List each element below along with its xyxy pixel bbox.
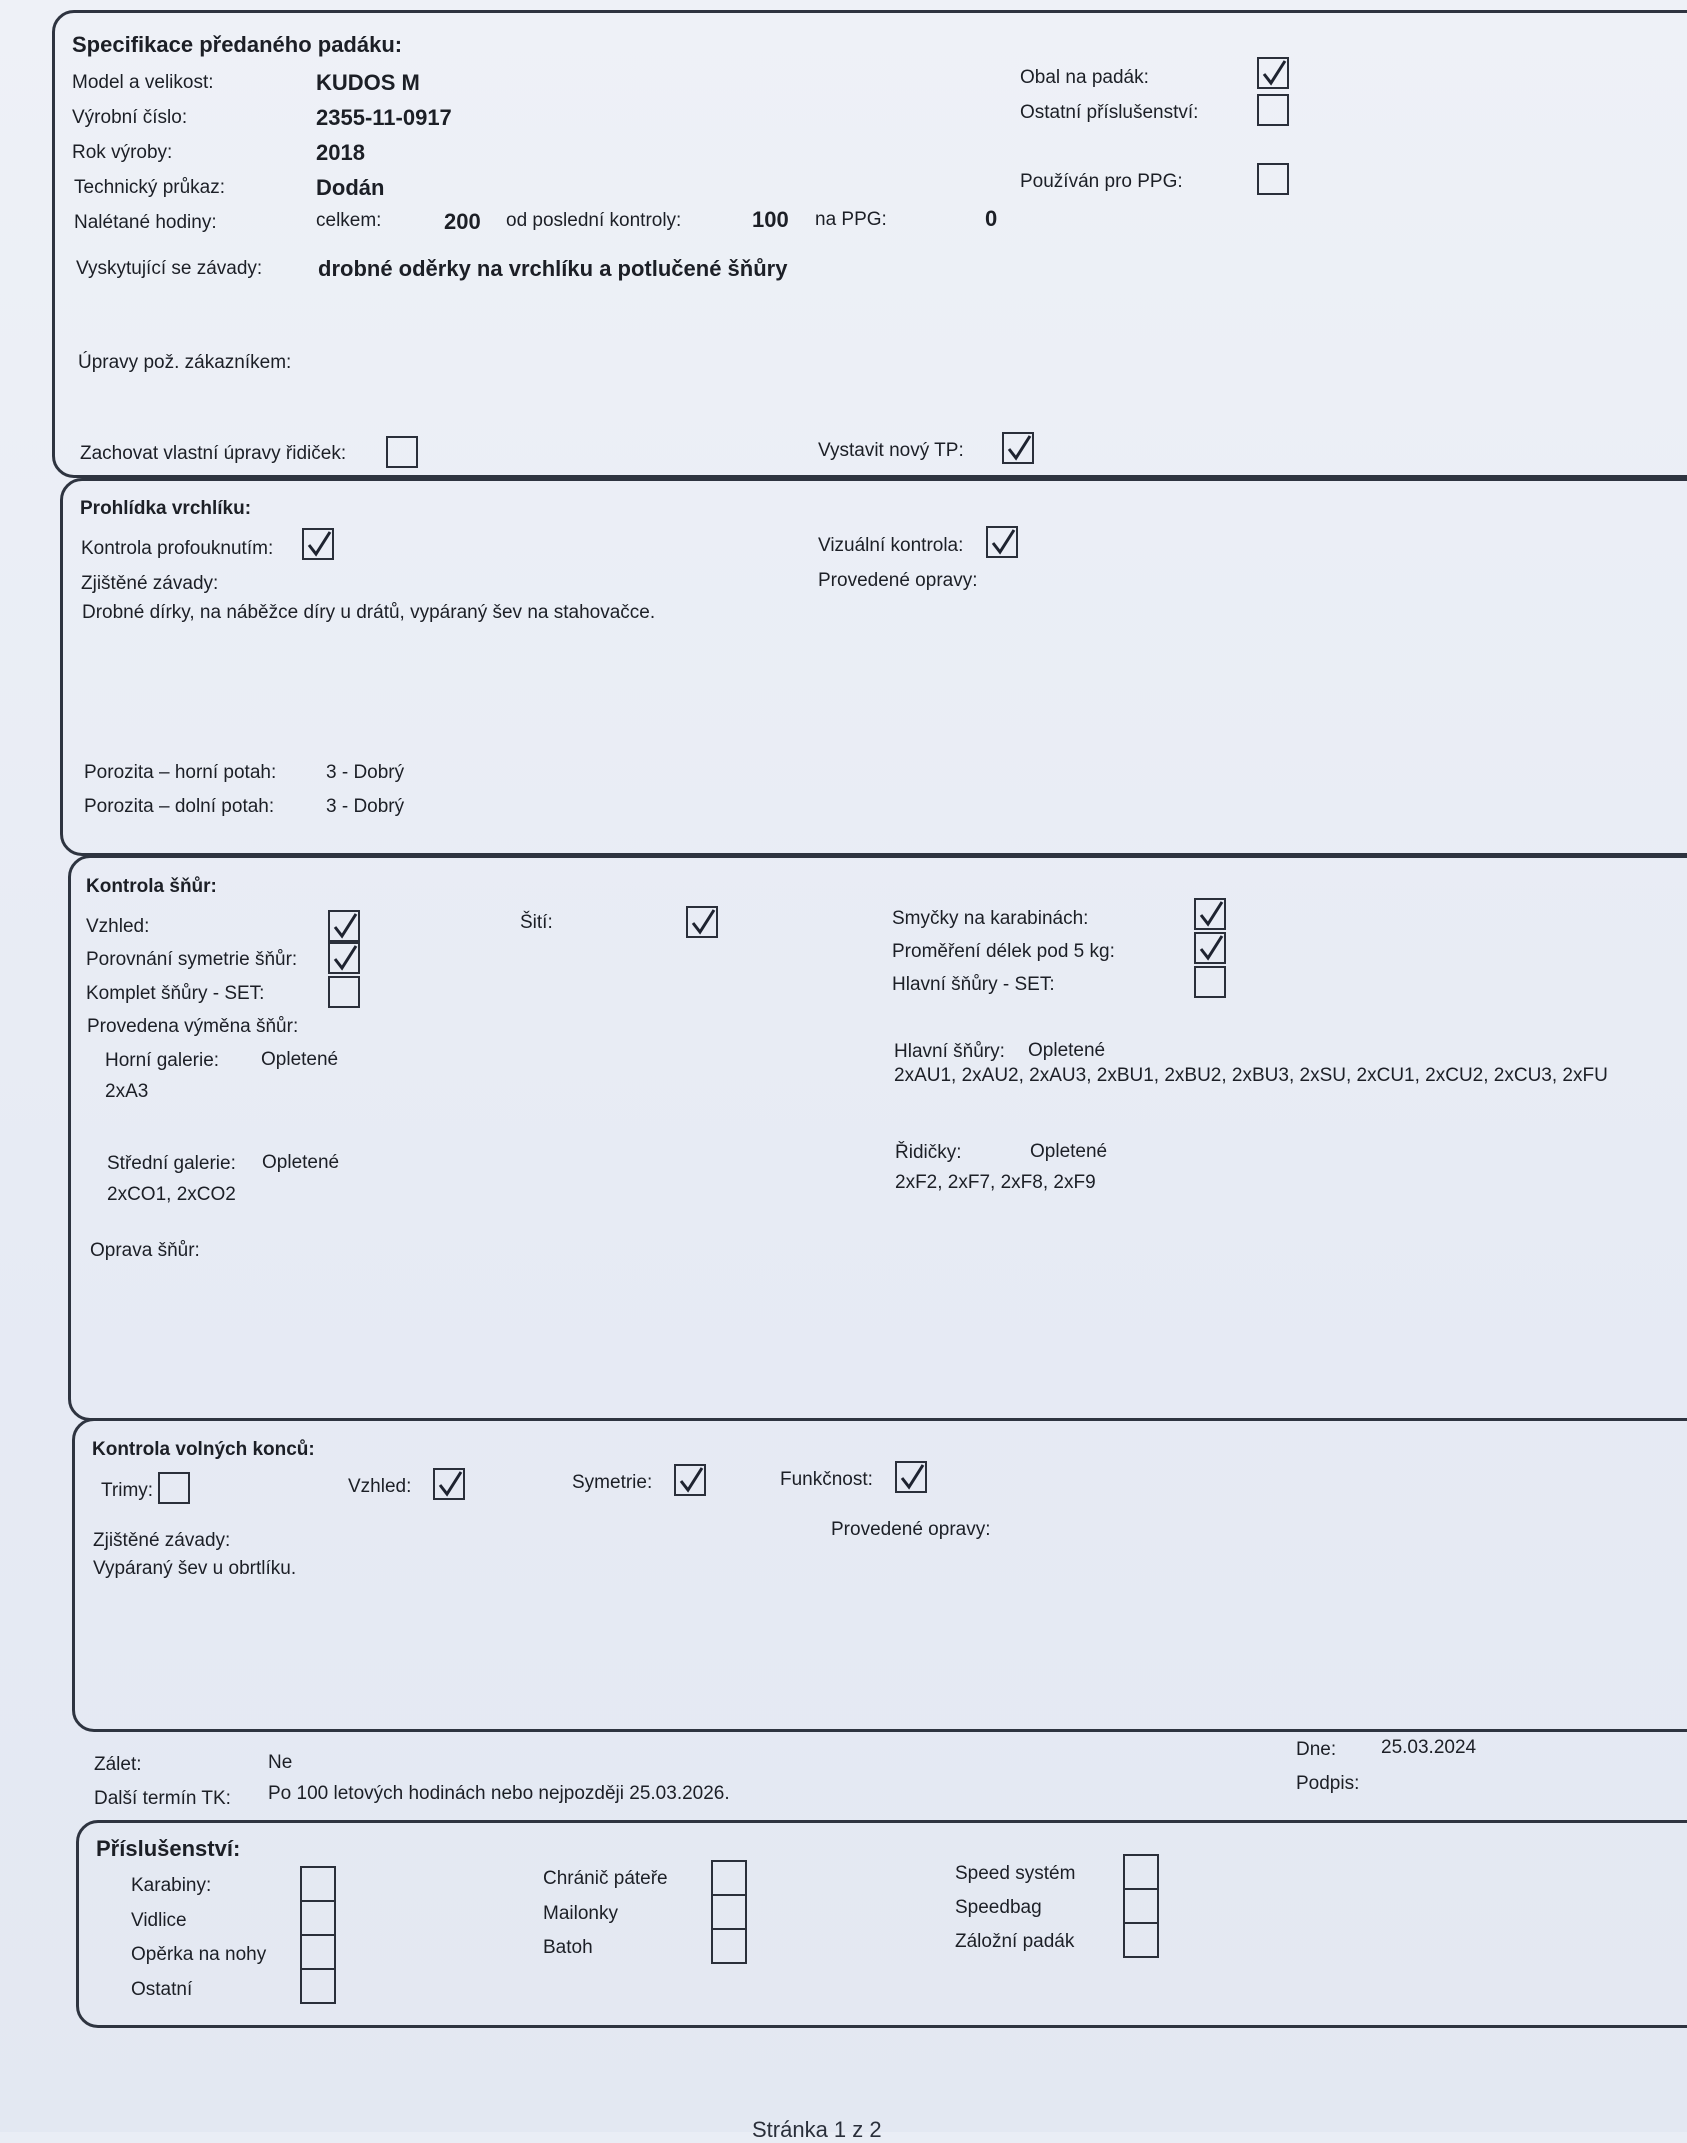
acc-item-label: Mailonky <box>543 1903 618 1924</box>
riser-found-value: Vypáraný šev u obrtlíku. <box>93 1558 297 1579</box>
ppg-value: 0 <box>985 206 998 231</box>
ppg-label: na PPG: <box>815 209 887 230</box>
riser-func-checkbox[interactable] <box>895 1461 927 1493</box>
blow-checkbox[interactable] <box>302 528 334 560</box>
spec-section <box>52 10 1687 478</box>
middle-label: Střední galerie: <box>107 1153 236 1174</box>
check-icon <box>1006 434 1032 462</box>
measure-label: Proměření délek pod 5 kg: <box>892 941 1115 962</box>
brakes-type: Opletené <box>1030 1141 1108 1162</box>
acc-item-label: Speedbag <box>955 1897 1042 1918</box>
date-label: Dne: <box>1296 1739 1337 1760</box>
flight-label: Zálet: <box>94 1754 142 1775</box>
acc-checkbox[interactable] <box>1257 94 1289 126</box>
acc-item-label: Speed systém <box>955 1863 1076 1884</box>
sign-label: Podpis: <box>1296 1773 1360 1794</box>
acc-item-label: Karabiny: <box>131 1875 212 1896</box>
ppg-used-label: Používán pro PPG: <box>1020 171 1183 192</box>
acc-item-checkbox[interactable] <box>300 1866 336 1902</box>
acc-item-label: Batoh <box>543 1937 593 1958</box>
year-value: 2018 <box>316 140 365 165</box>
accessories-title: Příslušenství: <box>96 1836 241 1861</box>
look-label: Vzhled: <box>86 916 150 937</box>
check-icon <box>437 1470 463 1498</box>
por-bot-label: Porozita – dolní potah: <box>84 796 275 817</box>
loops-checkbox[interactable] <box>1194 898 1226 930</box>
riser-sym-label: Symetrie: <box>572 1472 653 1493</box>
flight-value: Ne <box>268 1752 293 1773</box>
tp-value: Dodán <box>316 175 385 200</box>
loops-label: Smyčky na karabinách: <box>892 908 1089 929</box>
new-tp-checkbox[interactable] <box>1002 432 1034 464</box>
check-icon <box>1261 59 1287 87</box>
measure-checkbox[interactable] <box>1194 932 1226 964</box>
check-icon <box>306 530 332 558</box>
keep-mods-label: Zachovat vlastní úpravy řidiček: <box>80 443 347 464</box>
acc-item-label: Ostatní <box>131 1979 193 2000</box>
sym-label: Porovnání symetrie šňůr: <box>86 949 298 970</box>
serial-value: 2355-11-0917 <box>316 105 452 130</box>
upper-label: Horní galerie: <box>105 1050 220 1071</box>
keep-mods-checkbox[interactable] <box>386 436 418 468</box>
acc-item-checkbox[interactable] <box>300 1934 336 1970</box>
por-top-label: Porozita – horní potah: <box>84 762 277 783</box>
total-label: celkem: <box>316 210 382 231</box>
acc-item-checkbox[interactable] <box>300 1968 336 2004</box>
new-tp-label: Vystavit nový TP: <box>818 440 964 461</box>
main-set-label: Hlavní šňůry - SET: <box>892 974 1055 995</box>
canopy-found-label: Zjištěné závady: <box>81 573 219 594</box>
next-label: Další termín TK: <box>94 1788 231 1809</box>
canopy-title: Prohlídka vrchlíku: <box>80 498 252 519</box>
year-label: Rok výroby: <box>72 142 173 163</box>
lines-section <box>68 855 1687 1421</box>
acc-item-checkbox[interactable] <box>711 1894 747 1930</box>
brakes-label: Řidičky: <box>895 1142 962 1163</box>
model-value: KUDOS M <box>316 70 420 95</box>
ppg-used-checkbox[interactable] <box>1257 163 1289 195</box>
defects-label: Vyskytující se závady: <box>76 258 263 279</box>
check-icon <box>990 528 1016 556</box>
brakes-value: 2xF2, 2xF7, 2xF8, 2xF9 <box>895 1172 1096 1193</box>
acc-item-label: Vidlice <box>131 1910 187 1931</box>
look-checkbox[interactable] <box>328 910 360 942</box>
por-top-value: 3 - Dobrý <box>326 762 405 783</box>
check-icon <box>1198 900 1224 928</box>
acc-item-label: Chránič páteře <box>543 1868 668 1889</box>
main-value: 2xAU1, 2xAU2, 2xAU3, 2xBU1, 2xBU2, 2xBU3, 2xSU, 2xCU1, 2xCU2, 2xCU3, 2xFU <box>894 1065 1608 1086</box>
serial-label: Výrobní číslo: <box>72 107 188 128</box>
total-value: 200 <box>444 209 481 234</box>
since-label: od poslední kontroly: <box>506 210 682 231</box>
check-icon <box>899 1463 925 1491</box>
trims-label: Trimy: <box>101 1480 154 1501</box>
page-number: Stránka 1 z 2 <box>752 2117 882 2142</box>
canopy-repairs-label: Provedené opravy: <box>818 570 978 591</box>
risers-title: Kontrola volných konců: <box>92 1439 315 1460</box>
next-value: Po 100 letových hodinách nebo nejpozději 25.03.2026. <box>268 1783 730 1804</box>
mods-label: Úpravy pož. zákazníkem: <box>78 352 292 373</box>
bag-checkbox[interactable] <box>1257 57 1289 89</box>
check-icon <box>332 912 358 940</box>
since-value: 100 <box>752 207 789 232</box>
line-repair-label: Oprava šňůr: <box>90 1240 200 1261</box>
trims-checkbox[interactable] <box>158 1472 190 1504</box>
acc-item-checkbox[interactable] <box>1123 1922 1159 1958</box>
risers-section <box>72 1418 1687 1732</box>
sewing-label: Šití: <box>520 912 553 933</box>
riser-look-checkbox[interactable] <box>433 1468 465 1500</box>
riser-func-label: Funkčnost: <box>780 1469 873 1490</box>
acc-item-checkbox[interactable] <box>711 1928 747 1964</box>
defects-value: drobné oděrky na vrchlíku a potlučené šňůry <box>318 256 788 281</box>
sewing-checkbox[interactable] <box>686 906 718 938</box>
main-set-checkbox[interactable] <box>1194 966 1226 998</box>
set-label: Komplet šňůry - SET: <box>86 983 265 1004</box>
tp-label: Technický průkaz: <box>74 177 226 198</box>
acc-item-checkbox[interactable] <box>1123 1854 1159 1890</box>
set-checkbox[interactable] <box>328 976 360 1008</box>
riser-repairs-label: Provedené opravy: <box>831 1519 991 1540</box>
sym-checkbox[interactable] <box>328 942 360 974</box>
riser-sym-checkbox[interactable] <box>674 1464 706 1496</box>
upper-type: Opletené <box>261 1049 339 1070</box>
check-icon <box>690 908 716 936</box>
main-label: Hlavní šňůry: <box>894 1041 1005 1062</box>
acc-item-label: Opěrka na nohy <box>131 1944 267 1965</box>
acc-label: Ostatní příslušenství: <box>1020 102 1199 123</box>
spec-title: Specifikace předaného padáku: <box>72 32 403 57</box>
check-icon <box>332 944 358 972</box>
canopy-found-value: Drobné dírky, na náběžce díry u drátů, vypáraný šev na stahovačce. <box>82 602 656 623</box>
check-icon <box>1198 934 1224 962</box>
date-value: 25.03.2024 <box>1381 1737 1477 1758</box>
acc-item-label: Záložní padák <box>955 1931 1075 1952</box>
main-type: Opletené <box>1028 1040 1106 1061</box>
acc-item-checkbox[interactable] <box>711 1860 747 1896</box>
hours-label: Nalétané hodiny: <box>74 212 217 233</box>
riser-look-label: Vzhled: <box>348 1476 412 1497</box>
middle-type: Opletené <box>262 1152 340 1173</box>
lines-title: Kontrola šňůr: <box>86 876 217 897</box>
check-icon <box>678 1466 704 1494</box>
acc-item-checkbox[interactable] <box>1123 1888 1159 1924</box>
blow-label: Kontrola profouknutím: <box>81 538 274 559</box>
upper-value: 2xA3 <box>105 1081 149 1102</box>
middle-value: 2xCO1, 2xCO2 <box>107 1184 236 1205</box>
visual-label: Vizuální kontrola: <box>818 535 964 556</box>
acc-item-checkbox[interactable] <box>300 1900 336 1936</box>
por-bot-value: 3 - Dobrý <box>326 796 405 817</box>
replaced-label: Provedena výměna šňůr: <box>87 1016 299 1037</box>
model-label: Model a velikost: <box>72 72 214 93</box>
bag-label: Obal na padák: <box>1020 67 1149 88</box>
riser-found-label: Zjištěné závady: <box>93 1530 231 1551</box>
visual-checkbox[interactable] <box>986 526 1018 558</box>
